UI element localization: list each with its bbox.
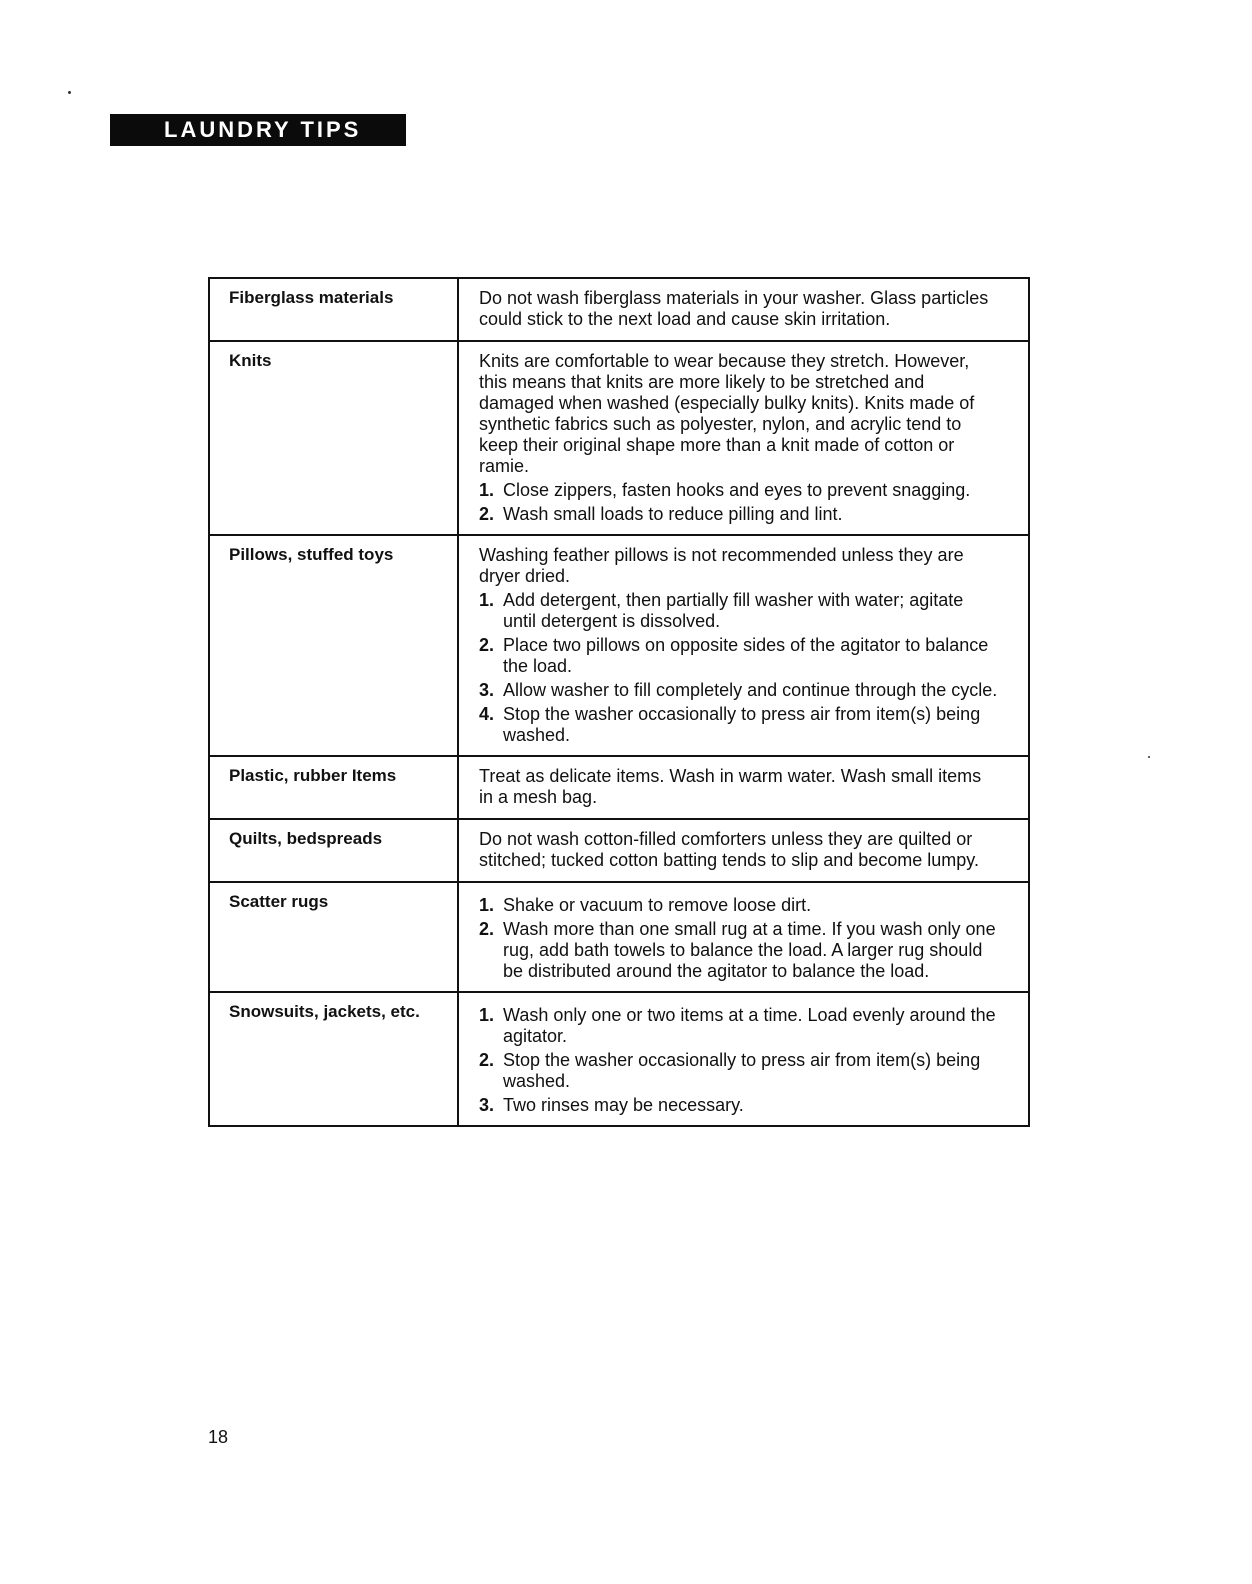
step-list [479,1005,998,1116]
item-instructions [458,278,1029,341]
step-text: Wash small loads to reduce pilling and lint. [503,504,843,524]
scan-speck [68,91,71,94]
item-instructions [458,341,1029,535]
step-text: Shake or vacuum to remove loose dirt. [503,895,812,915]
list-item [479,895,998,916]
step-number: 1. [479,895,495,915]
step-number: 1. [479,1005,495,1025]
step-number: 2. [479,504,495,524]
laundry-tips-body [209,278,1029,1126]
step-text: Add detergent, then partially fill washer with water; agitate until detergent is dissolved. [503,590,964,631]
step-number: 1. [479,590,495,610]
step-text: Place two pillows on opposite sides of the agitator to balance the load. [503,635,989,676]
item-term: Knits [209,341,458,535]
item-instructions [458,535,1029,756]
laundry-tips-table [208,277,1030,1127]
list-item [479,1095,998,1116]
list-item [479,1050,998,1092]
step-list [479,895,998,982]
step-number: 3. [479,1095,495,1115]
step-number: 4. [479,704,495,724]
step-number: 2. [479,635,495,655]
table-row [209,535,1029,756]
step-text: Wash only one or two items at a time. Load evenly around the agitator. [503,1005,996,1046]
step-text: Two rinses may be necessary. [503,1095,744,1115]
scan-speck [1148,756,1150,758]
step-text: Wash more than one small rug at a time. If you wash only one rug, add bath towels to balance the load. A larger rug should be distributed around the agitator to balance the load. [503,919,996,981]
item-instructions [458,992,1029,1126]
item-term: Quilts, bedspreads [209,819,458,882]
table-row [209,341,1029,535]
item-term: Snowsuits, jackets, etc. [209,992,458,1126]
step-number: 2. [479,1050,495,1070]
item-instructions [458,819,1029,882]
step-number: 3. [479,680,495,700]
table-row [209,278,1029,341]
list-item [479,590,998,632]
item-term: Pillows, stuffed toys [209,535,458,756]
list-item [479,1005,998,1047]
step-text: Allow washer to fill completely and continue through the cycle. [503,680,998,700]
instruction-paragraph: Washing feather pillows is not recommended unless they are dryer dried. [479,545,964,586]
item-term: Plastic, rubber Items [209,756,458,819]
page-number: 18 [208,1427,229,1447]
item-instructions [458,756,1029,819]
list-item [479,480,998,501]
list-item [479,919,998,982]
table-row [209,882,1029,992]
item-term: Scatter rugs [209,882,458,992]
instruction-paragraph: Do not wash fiberglass materials in your washer. Glass particles could stick to the next load and cause skin irritation. [479,288,989,329]
instruction-paragraph: Treat as delicate items. Wash in warm water. Wash small items in a mesh bag. [479,766,982,807]
item-term: Fiberglass materials [209,278,458,341]
step-list [479,590,998,746]
instruction-paragraph: Knits are comfortable to wear because they stretch. However, this means that knits are more likely to be stretched and damaged when washed (especially bulky knits). Knits made of synthetic fabrics such as polyester, nylon, and acrylic tend to keep their original shape more than a knit made of cotton or ramie. [479,351,975,476]
step-text: Stop the washer occasionally to press air from item(s) being washed. [503,704,981,745]
instruction-paragraph: Do not wash cotton-filled comforters unless they are quilted or stitched; tucked cotton batting tends to slip and become lumpy. [479,829,979,870]
table-row [209,819,1029,882]
step-number: 2. [479,919,495,939]
item-instructions [458,882,1029,992]
table-row [209,756,1029,819]
section-header: LAUNDRY TIPS [110,114,406,146]
list-item [479,635,998,677]
step-text: Stop the washer occasionally to press air from item(s) being washed. [503,1050,981,1091]
step-text: Close zippers, fasten hooks and eyes to prevent snagging. [503,480,971,500]
table-row [209,992,1029,1126]
list-item [479,704,998,746]
step-list [479,480,998,525]
step-number: 1. [479,480,495,500]
list-item [479,680,998,701]
list-item [479,504,998,525]
